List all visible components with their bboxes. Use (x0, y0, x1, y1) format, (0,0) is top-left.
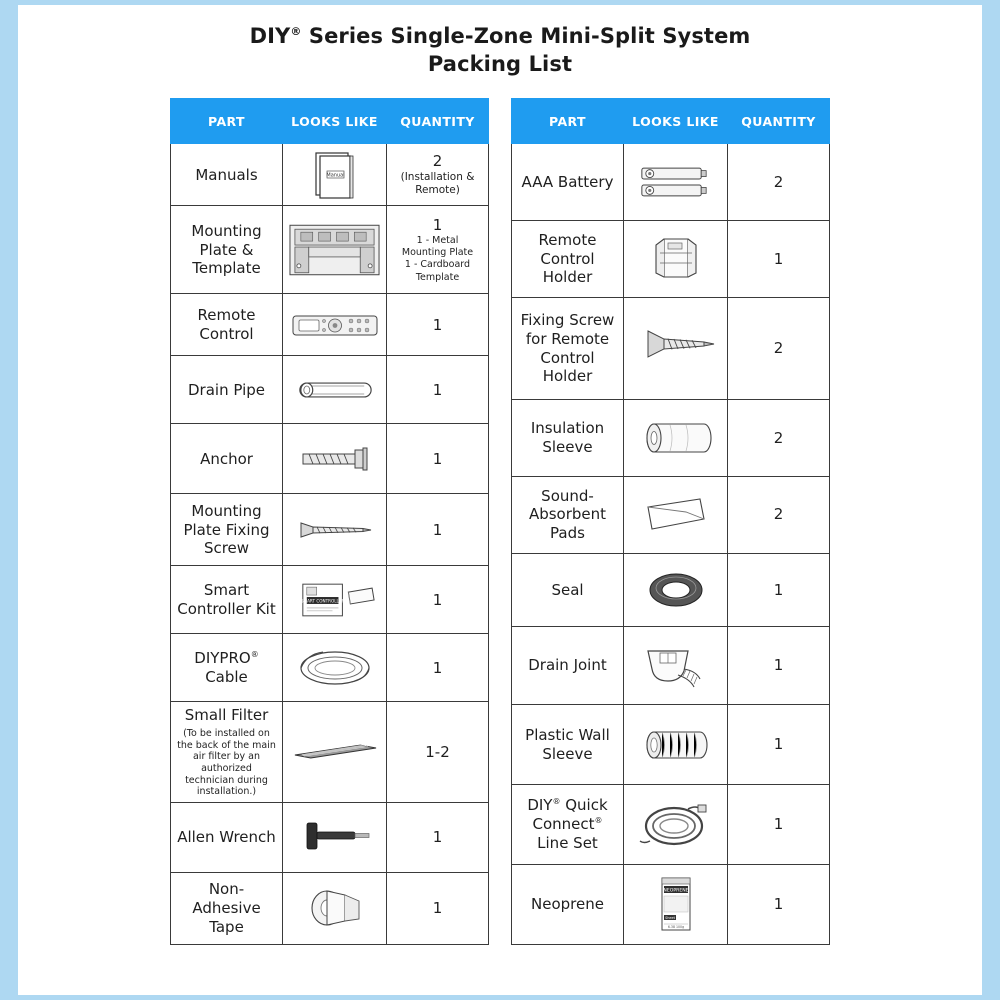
sound-pad-icon (628, 493, 723, 537)
part-name: AAA Battery (512, 144, 624, 221)
right-parts-table (511, 98, 830, 944)
table-row (171, 356, 489, 424)
part-name: Neoprene (512, 864, 624, 944)
part-quantity (387, 206, 489, 294)
quantity-value: 1 (432, 215, 443, 234)
part-image-cell (283, 494, 387, 566)
part-quantity: 1 (387, 634, 489, 702)
seal-ring-icon (628, 567, 723, 613)
table-row (512, 705, 830, 785)
part-quantity: 2 (728, 476, 830, 553)
column-header-quantity: QUANTITY (387, 99, 489, 144)
table-header-row (171, 99, 489, 144)
part-image-cell (283, 356, 387, 424)
part-quantity: 1 (387, 494, 489, 566)
table-row (512, 864, 830, 944)
part-name-main: Small Filter (184, 706, 269, 725)
part-name: Drain Pipe (171, 356, 283, 424)
part-image-cell (624, 476, 728, 553)
part-image-cell (624, 400, 728, 477)
column-header-looks-like: LOOKS LIKE (283, 99, 387, 144)
coiled-cable-icon (287, 646, 382, 690)
table-row (171, 634, 489, 702)
table-row (512, 553, 830, 627)
quantity-value: 2 (432, 152, 443, 171)
part-image-cell (283, 634, 387, 702)
part-name: Mounting Plate Fixing Screw (171, 494, 283, 566)
part-quantity: 1-2 (387, 702, 489, 802)
part-image-cell (624, 553, 728, 627)
table-row (512, 476, 830, 553)
table-row (171, 802, 489, 872)
part-name: Plastic Wall Sleeve (512, 705, 624, 785)
part-name: DIY® Quick Connect® Line Set (512, 784, 624, 864)
svg-text:Manual: Manual (325, 172, 345, 179)
table-header-row (512, 99, 830, 144)
column-header-part: PART (512, 99, 624, 144)
part-image-cell (624, 627, 728, 705)
remote-holder-icon (628, 233, 723, 285)
drain-joint-icon (628, 641, 723, 691)
column-header-quantity: QUANTITY (728, 99, 830, 144)
part-quantity: 2 (728, 297, 830, 399)
table-row (512, 784, 830, 864)
part-name: Smart Controller Kit (171, 566, 283, 634)
part-image-cell (283, 566, 387, 634)
part-quantity: 1 (387, 802, 489, 872)
tables-container (18, 98, 982, 944)
table-row (171, 206, 489, 294)
table-row (171, 702, 489, 802)
table-row (171, 566, 489, 634)
svg-text:6.38 100g: 6.38 100g (667, 925, 684, 930)
table-row (512, 144, 830, 221)
packing-list-page (18, 5, 982, 995)
screw-icon (628, 319, 723, 379)
smart-controller-kit-icon (287, 578, 382, 622)
small-filter-icon (287, 737, 382, 767)
table-row (171, 494, 489, 566)
part-image-cell (283, 702, 387, 802)
part-image-cell (283, 206, 387, 294)
table-row (512, 221, 830, 298)
part-name: Drain Joint (512, 627, 624, 705)
part-quantity: 2 (728, 400, 830, 477)
mounting-plate-icon (287, 219, 382, 281)
page-title-line1: DIY® Series Single-Zone Mini-Split System (249, 24, 751, 48)
svg-text:Sheet: Sheet (664, 916, 675, 921)
part-name: Allen Wrench (171, 802, 283, 872)
part-name: Manuals (171, 144, 283, 206)
table-row (171, 424, 489, 494)
part-quantity: 1 (387, 424, 489, 494)
svg-text:SMART CONTROLLER: SMART CONTROLLER (300, 598, 345, 604)
part-quantity: 1 (728, 553, 830, 627)
part-name: Anchor (171, 424, 283, 494)
part-name-note: (To be installed on the back of the main air filter by an authorized technician during installation.) (177, 728, 276, 798)
part-name: DIYPRO® Cable (171, 634, 283, 702)
part-name: Mounting Plate & Template (171, 206, 283, 294)
quantity-note: (Installation & Remote) (400, 171, 475, 197)
column-header-looks-like: LOOKS LIKE (624, 99, 728, 144)
column-header-part: PART (171, 99, 283, 144)
part-image-cell (624, 144, 728, 221)
page-title (18, 5, 982, 78)
part-quantity: 1 (387, 566, 489, 634)
part-image-cell (283, 144, 387, 206)
part-image-cell (283, 294, 387, 356)
part-quantity: 1 (387, 294, 489, 356)
part-name: Remote Control (171, 294, 283, 356)
neoprene-bag-icon (628, 874, 723, 934)
manual-book-icon (287, 149, 382, 201)
part-quantity: 1 (728, 705, 830, 785)
part-quantity: 1 (728, 784, 830, 864)
part-image-cell (624, 297, 728, 399)
part-image-cell (624, 221, 728, 298)
table-row (171, 144, 489, 206)
allen-wrench-icon (287, 815, 382, 859)
screw-icon (287, 513, 382, 547)
part-image-cell (624, 705, 728, 785)
part-image-cell (283, 872, 387, 944)
drain-pipe-icon (287, 373, 382, 407)
insulation-sleeve-icon (628, 416, 723, 460)
table-row (171, 872, 489, 944)
aaa-battery-icon (628, 160, 723, 204)
part-image-cell (624, 864, 728, 944)
part-name: Non-Adhesive Tape (171, 872, 283, 944)
part-name (171, 702, 283, 802)
table-row (512, 400, 830, 477)
table-row (512, 627, 830, 705)
part-name: Seal (512, 553, 624, 627)
part-quantity: 1 (387, 872, 489, 944)
part-quantity: 2 (728, 144, 830, 221)
part-image-cell (283, 802, 387, 872)
tape-roll-icon (287, 885, 382, 931)
part-quantity (387, 144, 489, 206)
part-image-cell (624, 784, 728, 864)
part-name: Insulation Sleeve (512, 400, 624, 477)
wall-sleeve-icon (628, 722, 723, 768)
part-image-cell (283, 424, 387, 494)
svg-text:NEOPRENE: NEOPRENE (662, 888, 689, 894)
part-quantity: 1 (728, 221, 830, 298)
line-set-icon (628, 799, 723, 849)
left-parts-table (170, 98, 489, 944)
part-name: Remote Control Holder (512, 221, 624, 298)
anchor-icon (287, 442, 382, 476)
remote-control-icon (287, 308, 382, 342)
table-row (171, 294, 489, 356)
part-name: Fixing Screw for Remote Control Holder (512, 297, 624, 399)
table-row (512, 297, 830, 399)
part-quantity: 1 (387, 356, 489, 424)
quantity-note: 1 - Metal Mounting Plate 1 - Cardboard Template (401, 234, 474, 283)
part-name: Sound-Absorbent Pads (512, 476, 624, 553)
part-quantity: 1 (728, 864, 830, 944)
part-quantity: 1 (728, 627, 830, 705)
page-title-line2: Packing List (427, 51, 573, 76)
